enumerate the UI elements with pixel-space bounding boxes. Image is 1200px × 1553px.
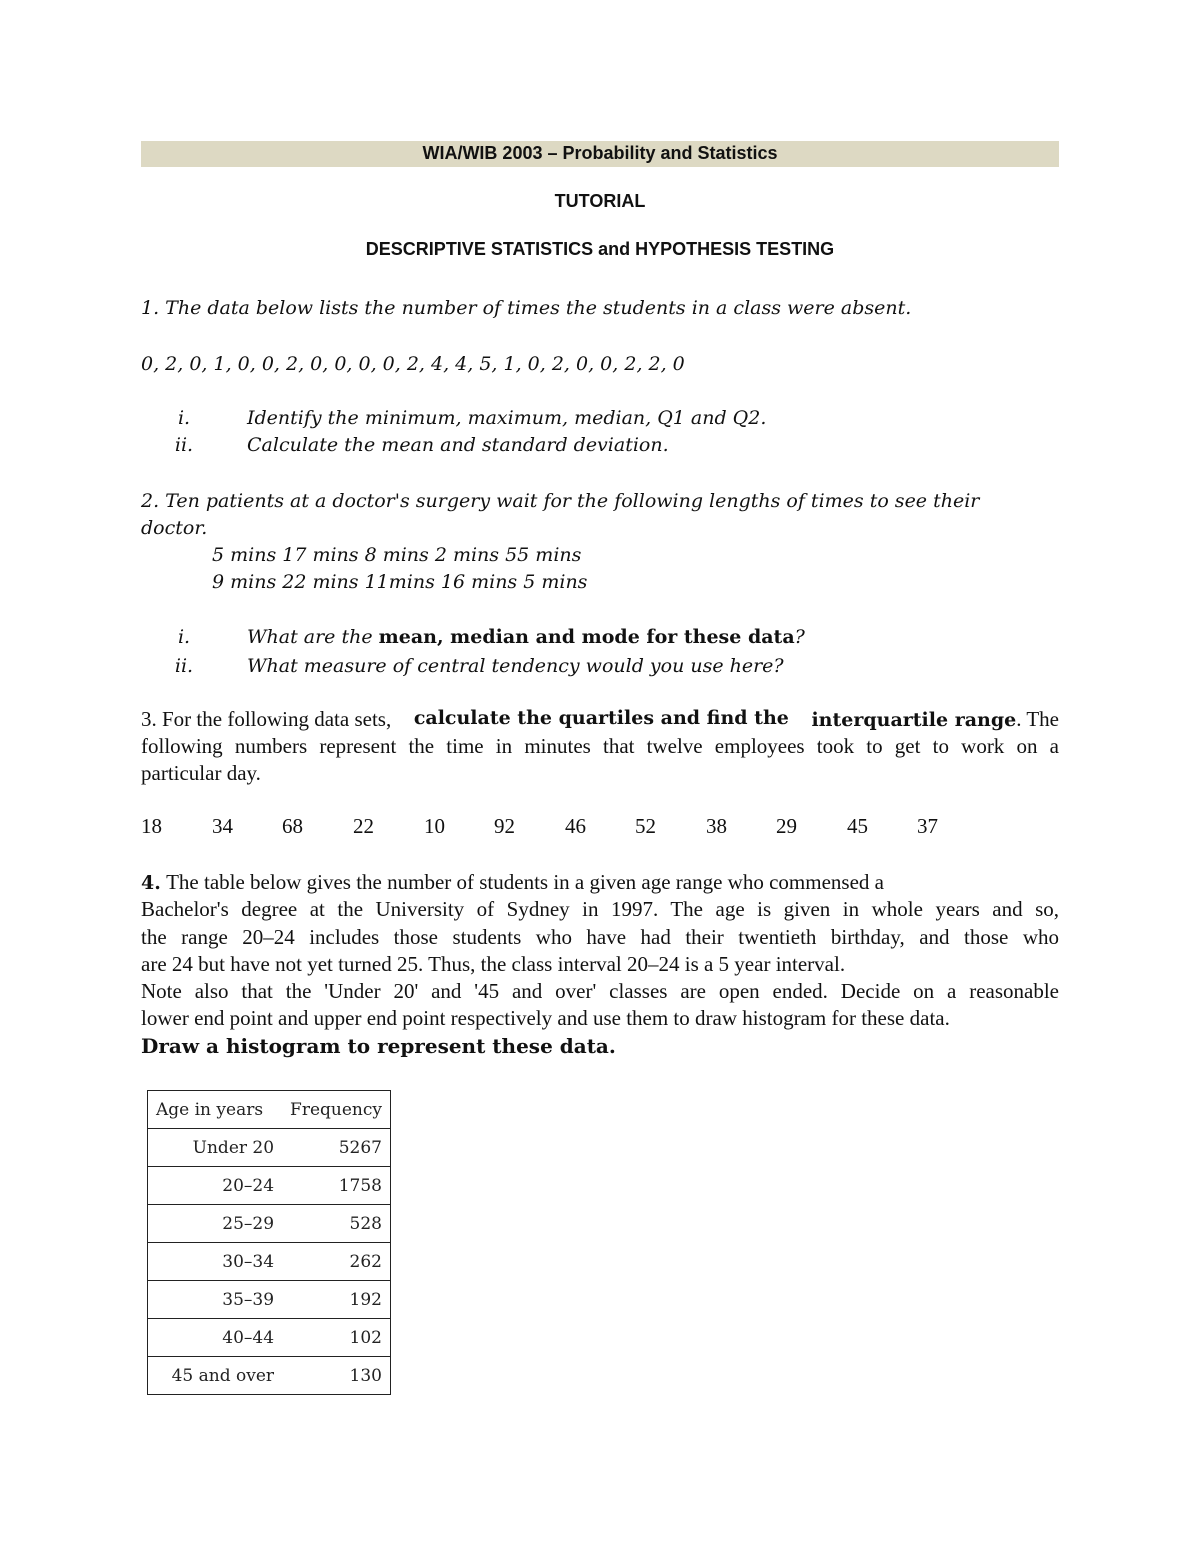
table-cell-age: 25–29 [148, 1205, 283, 1243]
q3-number: 37 [917, 814, 938, 838]
q1-item-num: ii. [174, 434, 194, 456]
table-row [148, 1205, 391, 1243]
q4-line: are 24 but have not yet turned 25. Thus, the class interval 20–24 is a 5 year interval. [141, 952, 846, 976]
q3-line: particular day. [141, 761, 261, 785]
q1-data: 0, 2, 0, 1, 0, 0, 2, 0, 0, 0, 0, 2, 4, 4, 5, 1, 0, 2, 0, 0, 2, 2, 0 [141, 353, 685, 375]
table-cell-frequency: 5267 [282, 1129, 390, 1167]
q3-number: 52 [635, 814, 656, 838]
q3-number: 22 [353, 814, 374, 838]
table-cell-frequency: 1758 [282, 1167, 390, 1205]
q4-line: Note also that the 'Under 20' and '45 and over' classes are open ended. Decide on a reasonable [141, 979, 1059, 1003]
table-header: Age in years [148, 1091, 283, 1129]
table-cell-frequency: 130 [282, 1357, 390, 1395]
q4-line: 4. The table below gives the number of students in a given age range who commensed a [141, 870, 884, 894]
table-cell-age: 30–34 [148, 1243, 283, 1281]
table-header-row [148, 1091, 391, 1129]
q3-number: 46 [565, 814, 586, 838]
table-cell-frequency: 102 [282, 1319, 390, 1357]
table-cell-age: 20–24 [148, 1167, 283, 1205]
table-header: Frequency [282, 1091, 390, 1129]
table-cell-frequency: 192 [282, 1281, 390, 1319]
q2-item-text: What measure of central tendency would you use here? [247, 655, 784, 677]
table-cell-frequency: 528 [282, 1205, 390, 1243]
table-row [148, 1319, 391, 1357]
q2-item-num: i. [177, 626, 191, 648]
q4-line: the range 20–24 includes those students who have had their twentieth birthday, and those who [141, 925, 1059, 949]
table-row [148, 1281, 391, 1319]
q2-data: 5 mins 17 mins 8 mins 2 mins 55 mins [212, 544, 582, 566]
table-row [148, 1167, 391, 1205]
frequency-table [147, 1090, 391, 1395]
q3-number: 10 [424, 814, 445, 838]
document-title: WIA/WIB 2003 – Probability and Statistics [422, 143, 778, 163]
q3-line: following numbers represent the time in minutes that twelve employees took to get to work on a [141, 734, 1059, 758]
q3-number: 68 [282, 814, 303, 838]
q3-line: 3. For the following data sets, calculate the quartiles and find the interquartile range. The [141, 707, 1059, 731]
table-row [148, 1129, 391, 1167]
q1-item-num: i. [177, 407, 191, 429]
table-row [148, 1243, 391, 1281]
q2-item-num: ii. [174, 655, 194, 677]
q3-number: 45 [847, 814, 868, 838]
q2-data: 9 mins 22 mins 11mins 16 mins 5 mins [212, 571, 588, 593]
q3-number: 29 [776, 814, 797, 838]
table-row [148, 1357, 391, 1395]
q1-item-text: Identify the minimum, maximum, median, Q1 and Q2. [247, 407, 767, 429]
q1-text: 1. The data below lists the number of times the students in a class were absent. [141, 297, 912, 319]
q3-number: 18 [141, 814, 162, 838]
q4-line: lower end point and upper end point respectively and use them to draw histogram for these data. [141, 1006, 950, 1030]
q2-item-text: What are the mean, median and mode for these data? [247, 626, 805, 648]
table-cell-age: 35–39 [148, 1281, 283, 1319]
document-heading: DESCRIPTIVE STATISTICS and HYPOTHESIS TESTING [365, 239, 835, 259]
table-cell-frequency: 262 [282, 1243, 390, 1281]
q4-instruction: Draw a histogram to represent these data. [141, 1034, 616, 1058]
q2-text: 2. Ten patients at a doctor's surgery wait for the following lengths of times to see their [141, 490, 980, 512]
q2-text: doctor. [141, 517, 208, 539]
table-cell-age: 40–44 [148, 1319, 283, 1357]
q3-number: 34 [212, 814, 233, 838]
q3-number: 92 [494, 814, 515, 838]
table-cell-age: 45 and over [148, 1357, 283, 1395]
document-subtitle: TUTORIAL [554, 191, 646, 211]
q4-line: Bachelor's degree at the University of Sydney in 1997. The age is given in whole years and so, [141, 897, 1059, 921]
q3-number: 38 [706, 814, 727, 838]
table-cell-age: Under 20 [148, 1129, 283, 1167]
q1-item-text: Calculate the mean and standard deviation. [247, 434, 669, 456]
